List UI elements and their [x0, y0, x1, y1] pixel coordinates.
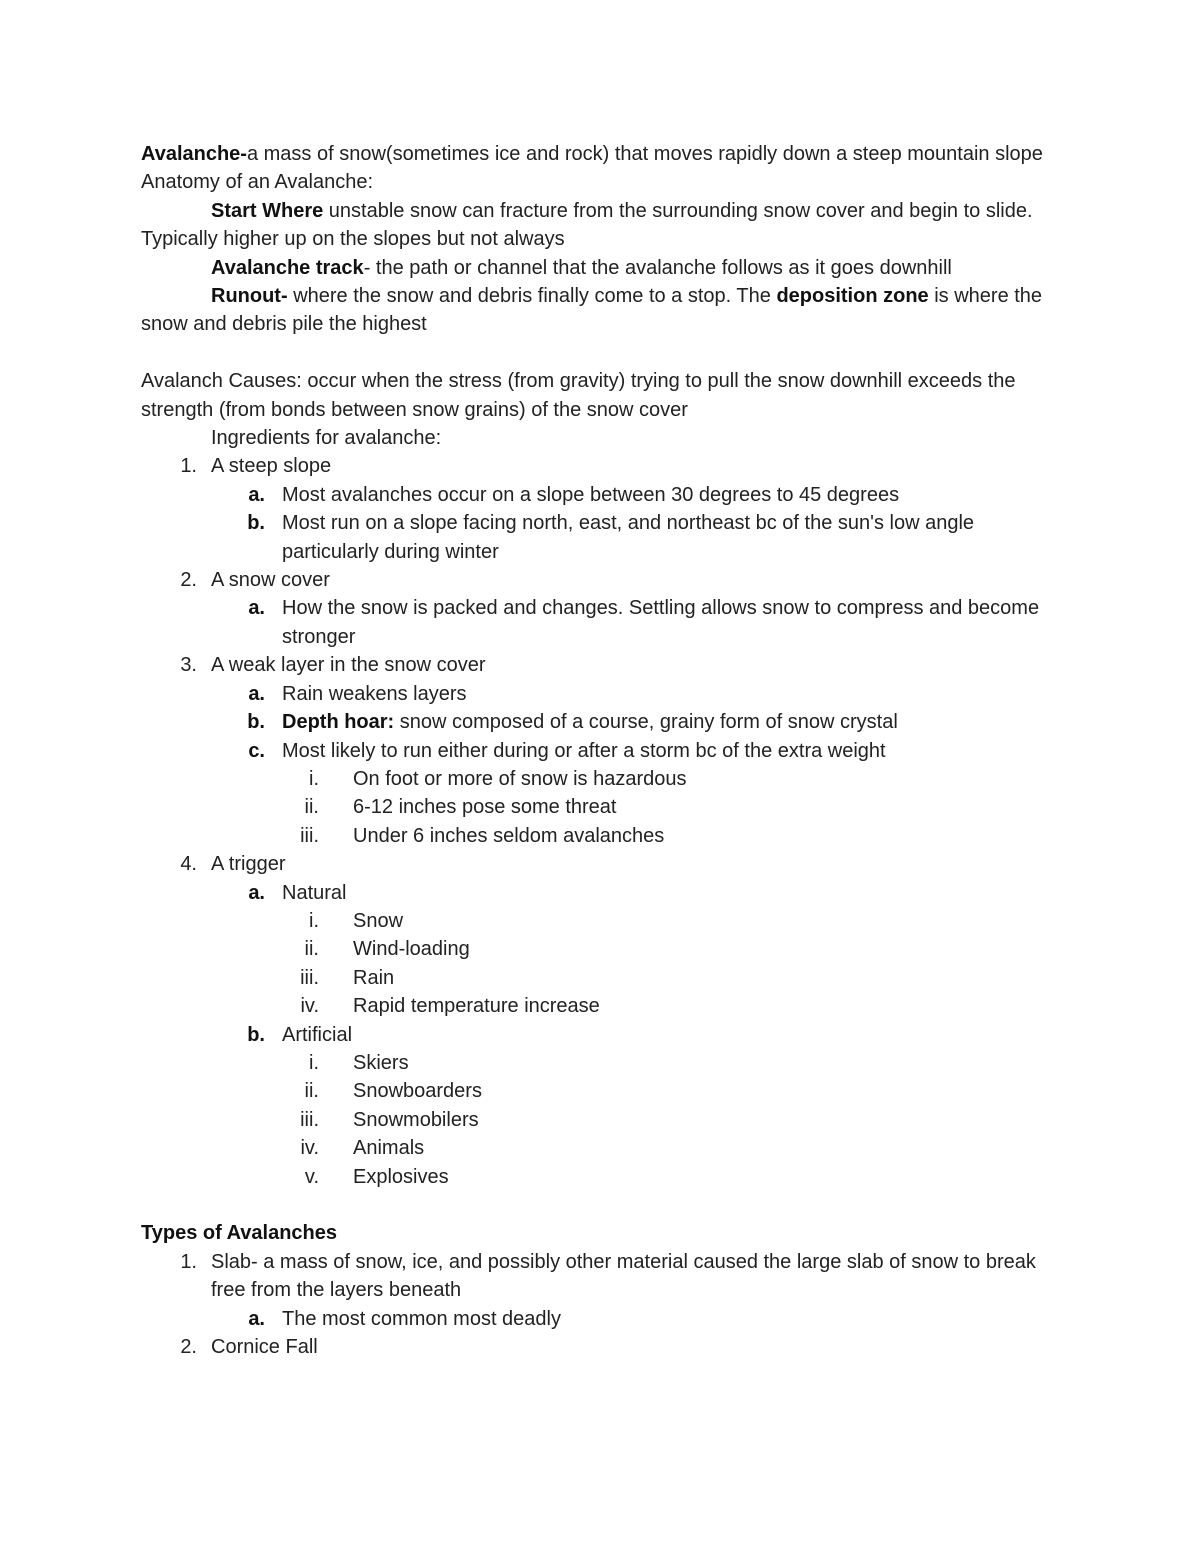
list-marker: c.: [248, 739, 265, 762]
term-start: Start Where: [211, 199, 324, 222]
list-marker: ii.: [304, 796, 319, 819]
list-marker: a.: [248, 881, 265, 904]
document-body: [141, 140, 1071, 1361]
list-marker: a.: [248, 682, 265, 705]
list-marker: iv.: [300, 995, 319, 1018]
list-item: [141, 1077, 1071, 1105]
list-item: [141, 594, 1071, 651]
list-item-text: Skiers: [353, 1051, 409, 1074]
list-marker: ii.: [304, 1080, 319, 1103]
list-marker: 3.: [180, 654, 197, 677]
runout-text-b: is where the snow and debris pile the highest: [141, 285, 1043, 336]
list-item-text: Snowmobilers: [353, 1108, 479, 1131]
types-heading-text: Types of Avalanches: [141, 1222, 337, 1245]
list-marker: 1.: [180, 455, 197, 478]
list-marker: 2.: [180, 569, 197, 592]
list-item-text: How the snow is packed and changes. Settling allows snow to compress and become stronger: [282, 597, 1040, 648]
list-item: [141, 1248, 1071, 1305]
list-item-text: Most run on a slope facing north, east, and northeast bc of the sun's low angle particularly during winter: [282, 512, 975, 563]
list-item: [141, 879, 1071, 907]
list-item: [141, 1305, 1071, 1333]
list-item: [141, 708, 1071, 736]
list-item-text: A trigger: [211, 853, 286, 876]
list-marker: b.: [247, 1023, 265, 1046]
list-item: [141, 964, 1071, 992]
term-track: Avalanche track: [211, 256, 364, 279]
list-marker: 4.: [180, 853, 197, 876]
list-item: [141, 822, 1071, 850]
list-marker: iv.: [300, 1137, 319, 1160]
list-marker: ii.: [304, 938, 319, 961]
list-item-text: 6-12 inches pose some threat: [353, 796, 617, 819]
types-list: [141, 1248, 1071, 1362]
list-marker: iii.: [300, 824, 319, 847]
runout-text-a: where the snow and debris finally come to a stop. The: [287, 285, 777, 308]
list-item-text: Snowboarders: [353, 1080, 482, 1103]
term-depth-hoar: Depth hoar:: [282, 711, 395, 734]
list-item: [141, 680, 1071, 708]
ingredients-list: [141, 452, 1071, 1191]
list-item-text: The most common most deadly: [282, 1307, 561, 1330]
list-item: [141, 992, 1071, 1020]
list-item-text: Explosives: [353, 1165, 449, 1188]
list-item-text: A weak layer in the snow cover: [211, 654, 486, 677]
list-item-text: Cornice Fall: [211, 1336, 318, 1359]
anatomy-start: [141, 197, 1071, 254]
list-marker: a.: [248, 597, 265, 620]
list-marker: b.: [247, 711, 265, 734]
spacer: [141, 339, 1071, 367]
list-marker: 1.: [180, 1250, 197, 1273]
list-item-text: On foot or more of snow is hazardous: [353, 767, 687, 790]
list-item: [141, 1021, 1071, 1049]
list-item-text: Rapid temperature increase: [353, 995, 600, 1018]
list-item: [141, 1106, 1071, 1134]
anatomy-track: [141, 254, 1071, 282]
list-item: [141, 509, 1071, 566]
list-item: [141, 793, 1071, 821]
list-item: [141, 481, 1071, 509]
list-item-text: Artificial: [282, 1023, 353, 1046]
list-item-text: A steep slope: [211, 455, 332, 478]
list-item-text: Natural: [282, 881, 347, 904]
list-marker: a.: [248, 1307, 265, 1330]
list-item: [141, 737, 1071, 765]
track-text: - the path or channel that the avalanche follows as it goes downhill: [363, 256, 952, 279]
start-text: unstable snow can fracture from the surrounding snow cover and begin to slide. Typically higher up on the slopes but not always: [141, 199, 1033, 251]
list-marker: b.: [247, 512, 265, 535]
anatomy-runout: [141, 282, 1071, 339]
list-marker: iii.: [300, 966, 319, 989]
list-item-text: A snow cover: [211, 569, 330, 592]
list-item: [141, 1333, 1071, 1361]
list-item: [141, 935, 1071, 963]
avalanche-definition-text: a mass of snow(sometimes ice and rock) that moves rapidly down a steep mountain slope: [246, 143, 1043, 165]
list-item-text: Under 6 inches seldom avalanches: [353, 824, 665, 847]
list-marker: v.: [304, 1165, 319, 1188]
list-marker: i.: [309, 909, 319, 932]
list-item: [141, 1134, 1071, 1162]
list-item: [141, 1049, 1071, 1077]
spacer: [141, 1191, 1071, 1219]
list-item-text: Most avalanches occur on a slope between 30 degrees to 45 degrees: [282, 483, 900, 506]
causes-paragraph: Avalanch Causes: occur when the stress (from gravity) trying to pull the snow downhill exceeds the strength (from bonds between snow grains) of the snow cover: [141, 370, 1016, 421]
avalanche-definition: [141, 140, 1071, 168]
list-item-text: Snow: [353, 909, 404, 932]
list-marker: iii.: [300, 1108, 319, 1131]
list-marker: a.: [248, 483, 265, 506]
list-item-text: Slab- a mass of snow, ice, and possibly other material caused the large slab of snow to break free from the layers beneath: [211, 1250, 1036, 1302]
list-item: [141, 452, 1071, 480]
list-item: [141, 651, 1071, 679]
list-item-text: Animals: [353, 1137, 425, 1160]
list-item: [141, 765, 1071, 793]
list-marker: i.: [309, 1051, 319, 1074]
list-item: [141, 907, 1071, 935]
list-item: [141, 850, 1071, 878]
list-item: [141, 566, 1071, 594]
list-marker: 2.: [180, 1336, 197, 1359]
term-avalanche: Avalanche-: [141, 143, 247, 165]
types-heading: [141, 1219, 1071, 1247]
term-runout: Runout-: [211, 285, 288, 308]
list-item: [141, 1163, 1071, 1191]
ingredients-heading: Ingredients for avalanche:: [211, 427, 442, 450]
list-item-text: Rain weakens layers: [282, 682, 467, 705]
list-item-text: Rain: [353, 966, 395, 989]
anatomy-heading: Anatomy of an Avalanche:: [141, 171, 374, 194]
term-deposition-zone: deposition zone: [776, 285, 929, 308]
list-item-text: Most likely to run either during or after a storm bc of the extra weight: [282, 739, 886, 762]
list-item-text: Wind-loading: [353, 938, 470, 961]
list-marker: i.: [309, 767, 319, 790]
list-item-text: snow composed of a course, grainy form of snow crystal: [394, 711, 898, 734]
